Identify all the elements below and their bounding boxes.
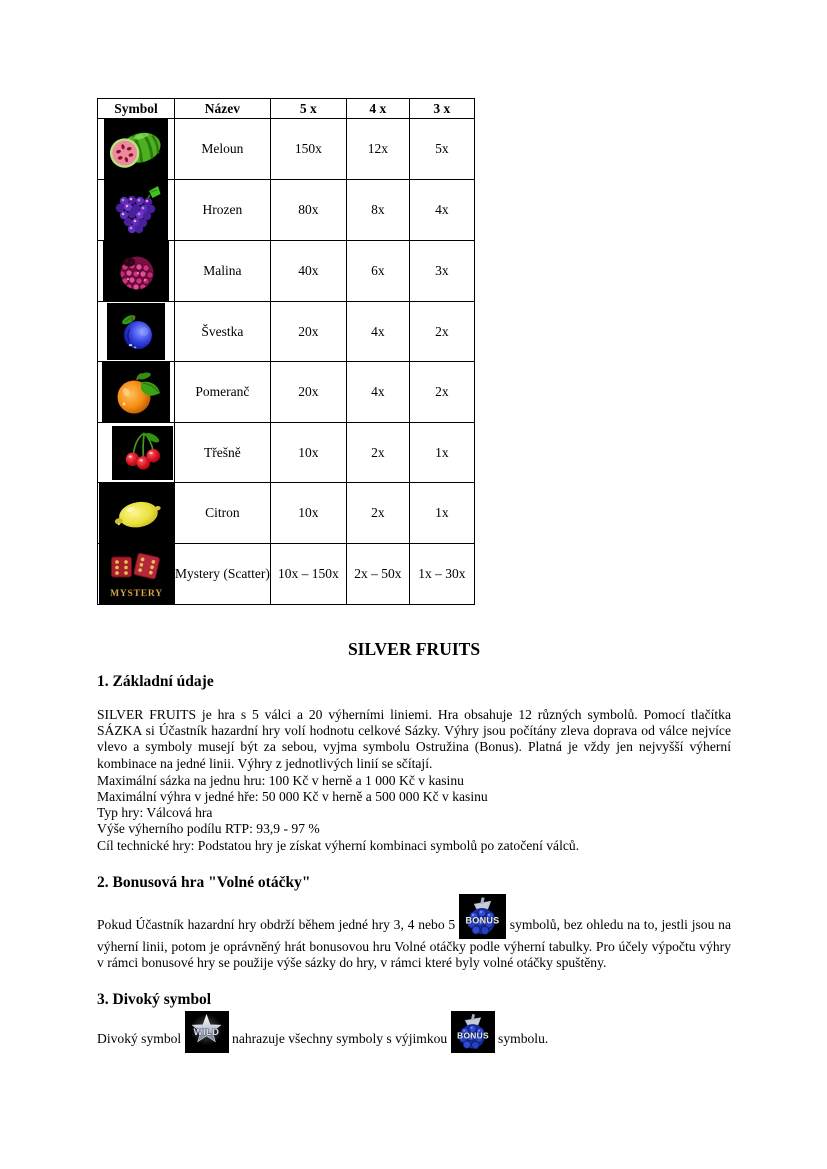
orange-icon	[102, 362, 170, 422]
symbol-name: Meloun	[175, 119, 271, 180]
grapes-icon	[104, 180, 168, 240]
multiplier-3x: 1x	[409, 423, 474, 483]
multiplier-3x: 5x	[409, 119, 474, 180]
multiplier-3x: 3x	[409, 241, 474, 302]
paytable	[97, 98, 475, 605]
cherries-icon	[112, 426, 173, 480]
multiplier-4x: 4x	[346, 302, 409, 362]
param-line-max-bet: Maximální sázka na jednu hru: 100 Kč v herně a 1 000 Kč v kasinu	[97, 772, 464, 788]
multiplier-5x: 20x	[270, 362, 346, 423]
col-header-symbol: Symbol	[98, 99, 175, 119]
bonus-icon	[451, 1011, 495, 1053]
multiplier-4x: 2x	[346, 423, 409, 483]
col-header-3x: 3 x	[409, 99, 474, 119]
multiplier-3x: 2x	[409, 362, 474, 423]
multiplier-5x: 10x	[270, 423, 346, 483]
table-row	[98, 423, 475, 483]
multiplier-5x: 150x	[270, 119, 346, 180]
multiplier-3x: 4x	[409, 180, 474, 241]
symbol-name: Švestka	[175, 302, 271, 362]
param-line-rtp: Výše výherního podílu RTP: 93,9 - 97 %	[97, 821, 320, 837]
param-line-game-type: Typ hry: Válcová hra	[97, 805, 213, 821]
multiplier-3x: 2x	[409, 302, 474, 362]
bonus-icon	[459, 894, 506, 939]
watermelon-icon	[104, 119, 168, 179]
section-1-heading: 1. Základní údaje	[97, 673, 214, 690]
section-3-paragraph	[97, 1011, 731, 1053]
section-2-heading: 2. Bonusová hra "Volné otáčky"	[97, 873, 311, 891]
table-row	[98, 362, 475, 423]
multiplier-4x: 2x – 50x	[346, 544, 409, 605]
table-row	[98, 119, 475, 180]
param-line-goal: Cíl technické hry: Podstatou hry je získat výherní kombinaci symbolů po zatočení válců.	[97, 837, 580, 853]
symbol-name: Malina	[175, 241, 271, 302]
table-row	[98, 302, 475, 362]
symbol-name: Třešně	[175, 423, 271, 483]
multiplier-3x: 1x – 30x	[409, 544, 474, 605]
multiplier-3x: 1x	[409, 483, 474, 544]
symbol-name: Hrozen	[175, 180, 271, 241]
plum-icon	[107, 303, 165, 360]
multiplier-5x: 10x – 150x	[270, 544, 346, 605]
section-2-paragraph	[97, 894, 731, 971]
table-row	[98, 241, 475, 302]
wild-text-before: Divoký symbol	[97, 1031, 182, 1047]
multiplier-4x: 6x	[346, 241, 409, 302]
symbol-name: Pomeranč	[175, 362, 271, 423]
symbol-name: Mystery (Scatter)	[175, 544, 271, 605]
document-content	[97, 98, 731, 1054]
multiplier-5x: 20x	[270, 302, 346, 362]
col-header-name: Název	[175, 99, 271, 119]
wild-text-after: symbolu.	[498, 1031, 549, 1047]
bonus-text-before: Pokud Účastník hazardní hry obdrží během jedné hry 3, 4 nebo 5	[97, 916, 456, 932]
table-row	[98, 180, 475, 241]
multiplier-4x: 2x	[346, 483, 409, 544]
param-line-max-win: Maximální výhra v jedné hře: 50 000 Kč v herně a 500 000 Kč v kasinu	[97, 789, 488, 805]
wild-icon	[185, 1011, 229, 1053]
multiplier-4x: 8x	[346, 180, 409, 241]
page-title: SILVER FRUITS	[347, 639, 481, 659]
col-header-4x: 4 x	[346, 99, 409, 119]
lemon-icon	[99, 483, 174, 543]
raspberry-icon	[103, 241, 169, 301]
symbol-name: Citron	[175, 483, 271, 544]
section-1-paragraph: SILVER FRUITS je hra s 5 válci a 20 výherními liniemi. Hra obsahuje 12 různých symbolů. Pomocí tlačítka SÁZKA si Účastník hazardní hry volí hodnotu celkové Sázky. Výhry jsou počítány zleva doprava od válce nejvíce vlevo a symboly musejí být za sebou, vyjma symbolu Ostružina (Bonus). Platná je vždy jen nejvyšší výherní kombinace na jedné linii. Výhry z jednotlivých linií se sčítají.	[97, 707, 731, 771]
multiplier-5x: 10x	[270, 483, 346, 544]
game-parameters	[97, 773, 731, 854]
section-3-heading: 3. Divoký symbol	[97, 991, 212, 1009]
table-row	[98, 544, 475, 605]
col-header-5x: 5 x	[270, 99, 346, 119]
mystery-dice-icon	[99, 544, 174, 604]
paytable-header-row	[98, 99, 475, 119]
paytable-body	[98, 119, 475, 605]
multiplier-5x: 80x	[270, 180, 346, 241]
multiplier-4x: 4x	[346, 362, 409, 423]
wild-text-between: nahrazuje všechny symboly s výjimkou	[232, 1031, 448, 1047]
bonus-text-after: symbolů, bez ohledu na to, jestli jsou na výherní linii, potom je oprávněný hrát bonusovou hru Volné otáčky podle výherní tabulky. Pro účely výpočtu výhry v rámci bonusové hry se použije výše sázky do hry, v rámci které byly volné otáčky spuštěny.	[97, 916, 731, 971]
multiplier-4x: 12x	[346, 119, 409, 180]
table-row	[98, 483, 475, 544]
multiplier-5x: 40x	[270, 241, 346, 302]
